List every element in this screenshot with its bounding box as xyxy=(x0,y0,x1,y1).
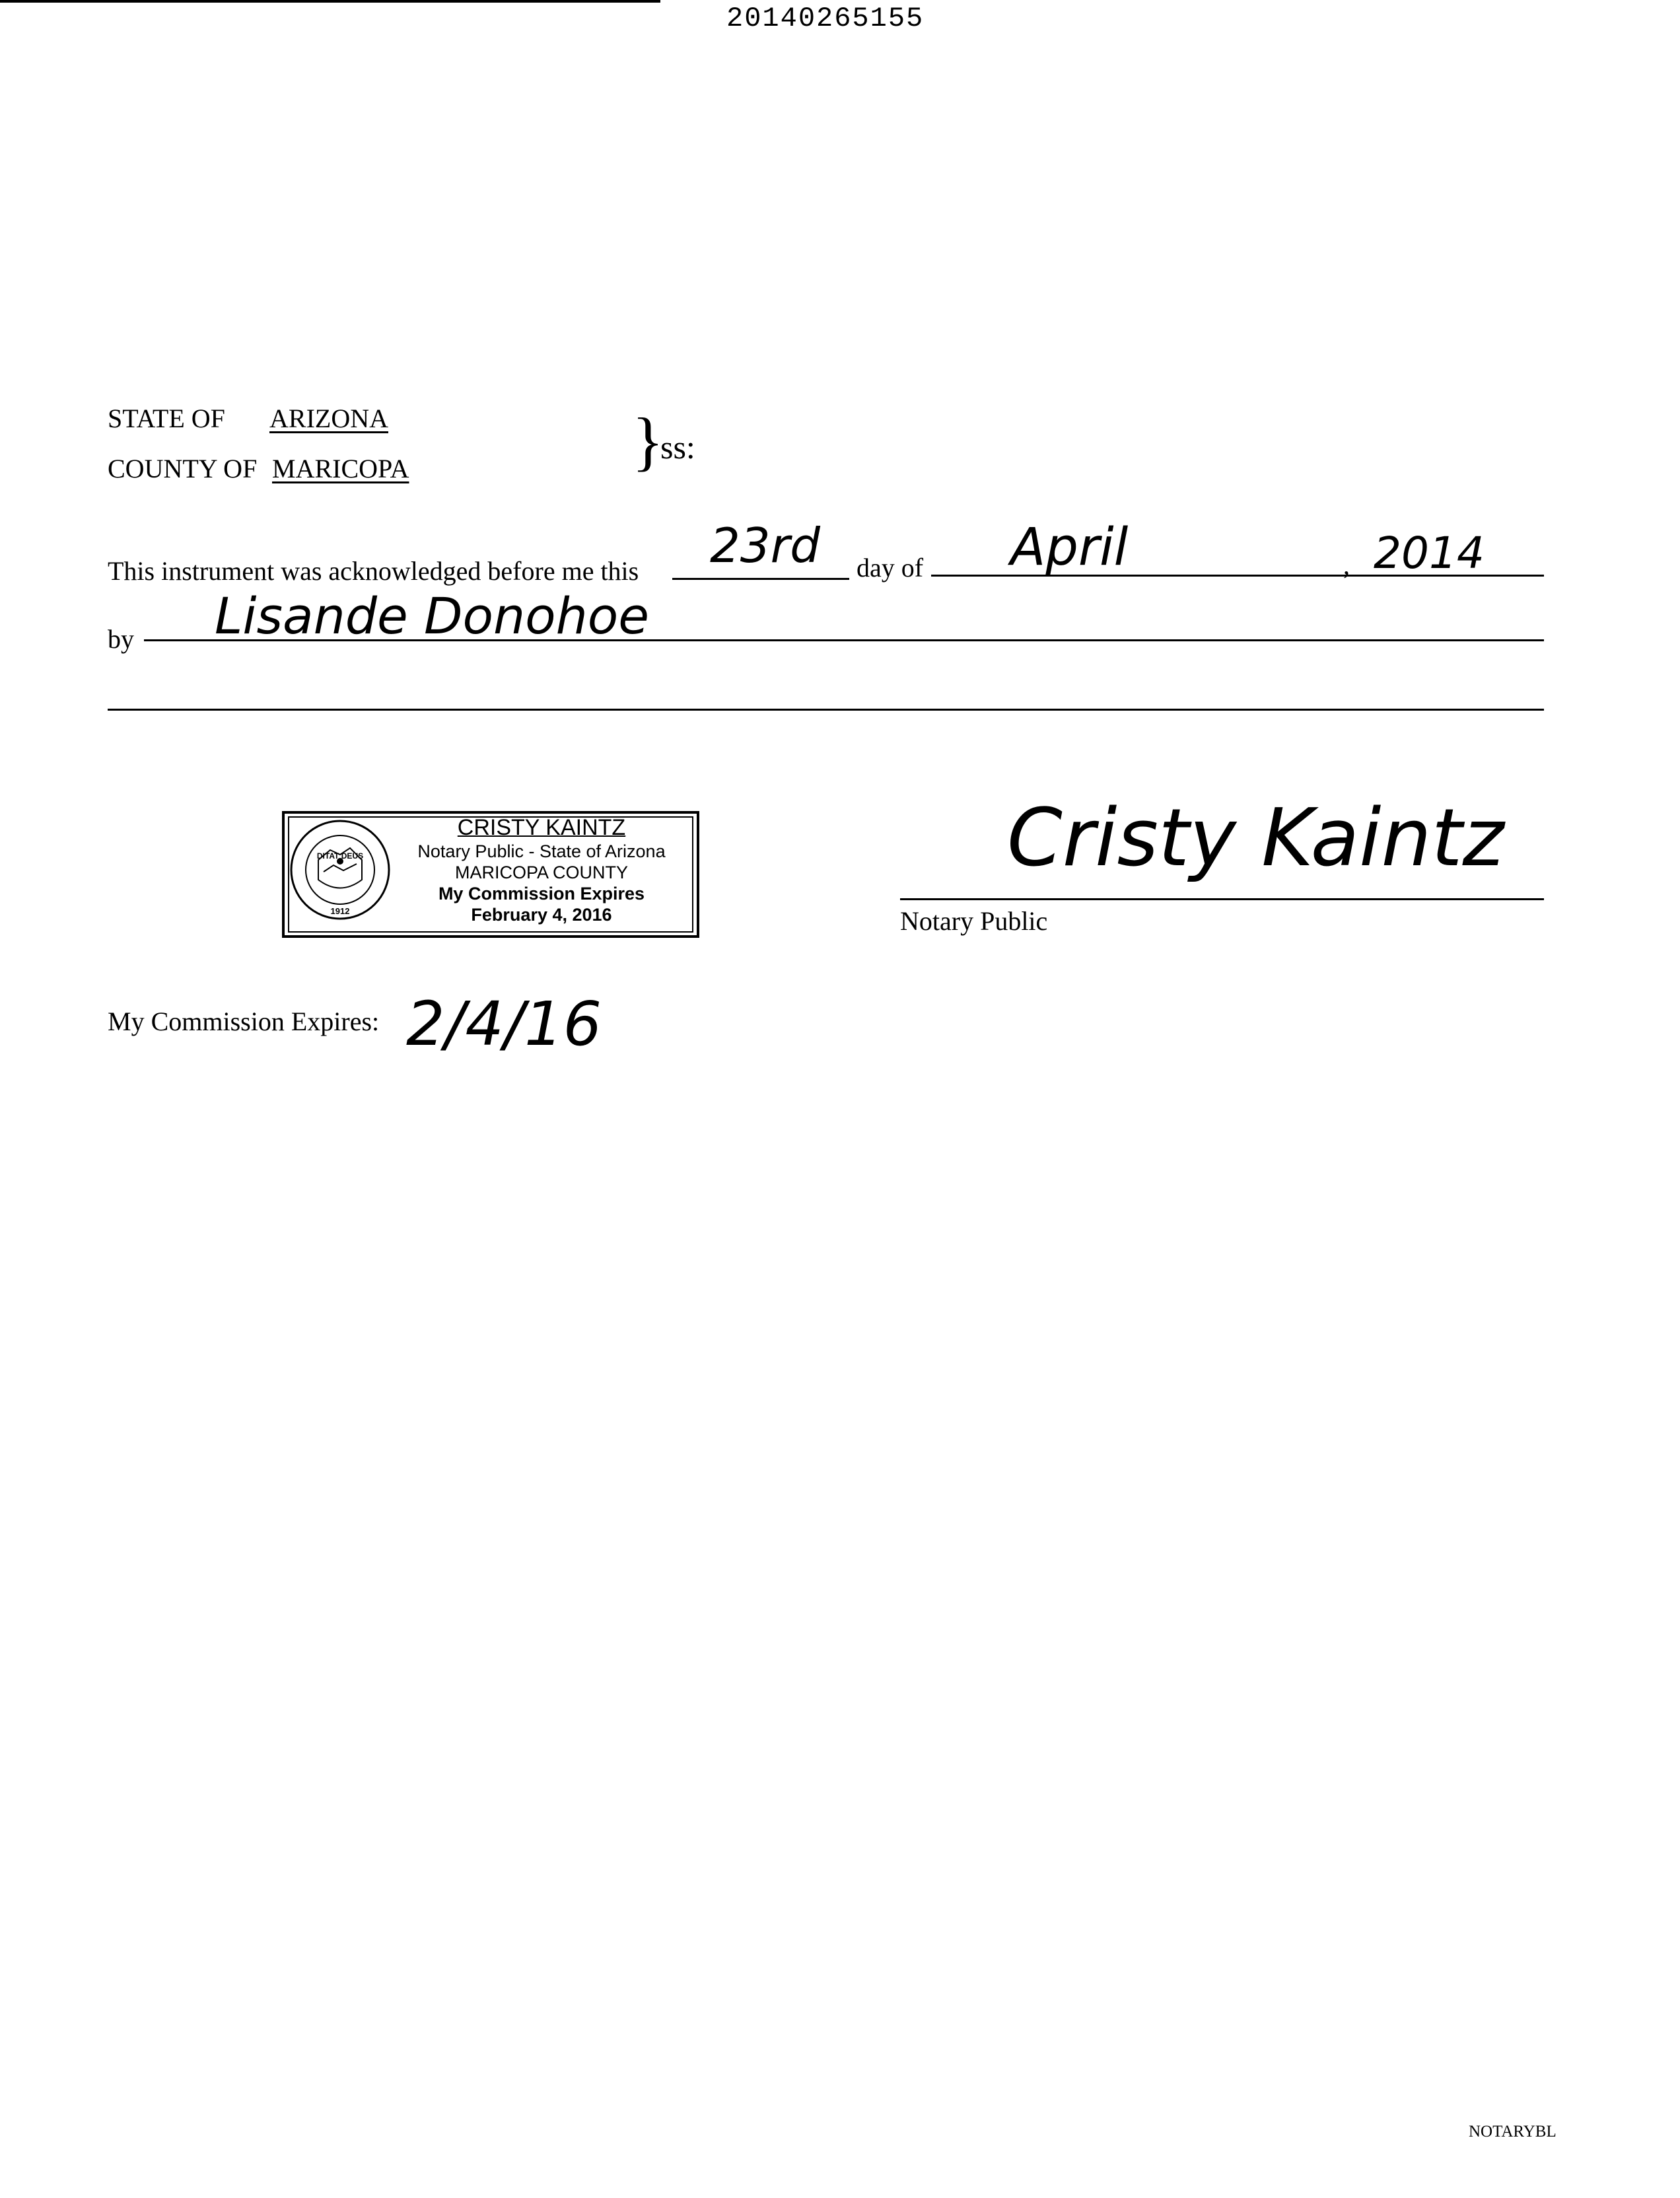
notary-public-label: Notary Public xyxy=(900,906,1048,936)
scan-edge-line xyxy=(0,0,660,3)
county-label: COUNTY OF xyxy=(108,454,258,483)
state-value: ARIZONA xyxy=(269,404,388,433)
notary-signature: Cristy Kaintz xyxy=(1007,793,1504,884)
day-of-label: day of xyxy=(857,553,924,583)
stamp-line-1: Notary Public - State of Arizona xyxy=(417,841,666,861)
by-value: Lisande Donohoe xyxy=(215,586,650,645)
county-value: MARICOPA xyxy=(272,454,409,483)
by-label: by xyxy=(108,624,134,654)
commission-expires-value: 2/4/16 xyxy=(406,989,602,1059)
stamp-line-2: MARICOPA COUNTY xyxy=(454,863,629,882)
ss-brace: } xyxy=(632,404,664,478)
signature-line xyxy=(900,898,1544,900)
day-blank-line xyxy=(672,578,849,580)
year-value: 2014 xyxy=(1374,528,1485,579)
day-value: 23rd xyxy=(710,518,820,573)
extra-blank-line xyxy=(108,709,1544,711)
stamp-notary-name: CRISTY KAINTZ xyxy=(457,815,626,840)
commission-expires-label: My Commission Expires: xyxy=(108,1007,380,1036)
ss-label: ss: xyxy=(660,429,695,466)
acknowledgment-text: This instrument was acknowledged before me this xyxy=(108,556,639,586)
document-number: 20140265155 xyxy=(726,3,925,34)
seal-year: 1912 xyxy=(330,906,350,916)
stamp-line-3: My Commission Expires xyxy=(438,884,645,904)
footer-form-code: NOTARYBL xyxy=(1469,2123,1557,2141)
state-label: STATE OF xyxy=(108,404,225,433)
seal-motto: DITAT DEUS xyxy=(316,851,364,861)
comma: , xyxy=(1343,550,1350,580)
stamp-line-4: February 4, 2016 xyxy=(471,905,612,925)
month-value: April xyxy=(1010,518,1129,577)
